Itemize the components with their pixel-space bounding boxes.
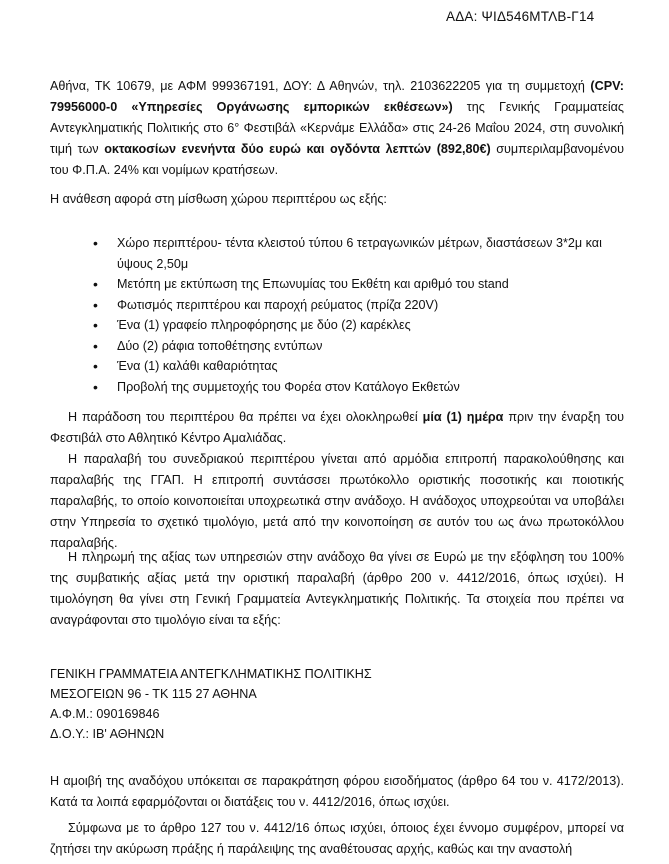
list-item: • Προβολή της συμμετοχής του Φορέα στον Κατάλογο Εκθετών [93,377,623,398]
address-doy: Δ.Ο.Υ.: ΙΒ' ΑΘΗΝΩΝ [50,727,165,741]
appeal-paragraph: Σύμφωνα με το άρθρο 127 του ν. 4412/16 όπως ισχύει, όποιος έχει έννομο συμφέρον, μπορεί να ζητήσει την ακύρωση πράξης ή παράλειψης της αναθέτουσας αρχής, καθώς και την αναστολή [50,821,624,856]
list-item: • Δύο (2) ράφια τοποθέτησης εντύπων [93,336,623,357]
intro-text-1: Αθήνα, ΤΚ 10679, με ΑΦΜ 999367191, ΔΟΥ: Δ Αθηνών, τηλ. 2103622205 για τη συμμετοχή [50,79,591,93]
service-list [93,233,623,397]
address-street: ΜΕΣΟΓΕΙΩΝ 96 - ΤΚ 115 27 ΑΘΗΝΑ [50,687,257,701]
list-item: • Ένα (1) καλάθι καθαριότητας [93,356,623,377]
delivery-text-1: Η παράδοση του περιπτέρου θα πρέπει να έχει ολοκληρωθεί [68,410,423,424]
tax-paragraph: Η αμοιβή της αναδόχου υπόκειται σε παρακράτηση φόρου εισοδήματος (άρθρο 64 του ν. 4172/2013). Κατά τα λοιπά εφαρμόζονται οι διατάξεις του ν. 4412/2016, όπως ισχύει. [50,773,624,809]
intro-cpv: (CPV: 79956000-0 «Υπηρεσίες Οργάνωσης εμπορικών εκθέσεων») [50,79,624,114]
delivery-text-2: πριν την έναρξη του Φεστιβάλ στο Αθλητικό Κέντρο Αμαλιάδας. [50,410,625,445]
delivery-paragraph [50,407,624,449]
list-item: • Φωτισμός περιπτέρου και παροχή ρεύματος (πρίζα 220V) [93,295,623,316]
address-afm: Α.Φ.Μ.: 090169846 [50,707,160,721]
intro-text-2: της Γενικής Γραμματείας Αντεγκληματικής Πολιτικής στο 6° Φεστιβάλ «Κερνάμε Ελλάδα» στις 24-26 Μαΐου 2024, στη συνολική τιμή των [50,100,624,156]
list-item: • Ένα (1) γραφείο πληροφόρησης με δύο (2) καρέκλες [93,315,623,336]
list-item: • Μετόπη με εκτύπωση της Επωνυμίας του Εκθέτη και αριθμό του stand [93,274,623,295]
intro-paragraph [50,76,624,181]
intro-text-3: συμπεριλαμβανομένου του Φ.Π.Α. 24% και νομίμων κρατήσεων. [50,142,624,177]
acceptance-paragraph: Η παραλαβή του συνεδριακού περιπτέρου γίνεται από αρμόδια επιτροπή παρακολούθησης και παραλαβής της ΓΓΑΠ. Η επιτροπή συντάσσει πρωτόκολλο οριστικής ποσοτικής και ποιοτικής παραλαβής, το οποίο κοινοποιείται υποχρεωτικά στην ανάδοχο. Η ανάδοχος υποχρεούται να υποβάλει στην Υπηρεσία το σχετικό τιμολόγιο, μετά από την κοινοποίηση σε αυτόν του ως άνω πρωτοκόλλου παραλαβής. [50,452,624,550]
lead-sentence: Η ανάθεση αφορά στη μίσθωση χώρου περιπτέρου ως εξής: [50,192,387,206]
payment-paragraph: Η πληρωμή της αξίας των υπηρεσιών στην ανάδοχο θα γίνει σε Ευρώ με την εξόφληση του 100% της συμβατικής αξίας μετά την οριστική παραλαβή (άρθρο 200 ν. 4412/2016, όπως ισχύει). Η τιμολόγηση θα γίνει στη Γενική Γραμματεία Αντεγκληματικής Πολιτικής. Τα στοιχεία που πρέπει να αναγράφονται στο τιμολόγιο είναι τα εξής: [50,550,624,627]
list-item: • Χώρο περιπτέρου- τέντα κλειστού τύπου 6 τετραγωνικών μέτρων, διαστάσεων 3*2μ και ύψους 2,50μ [93,233,623,274]
invoice-address [50,664,372,744]
address-name: ΓΕΝΙΚΗ ΓΡΑΜΜΑΤΕΙΑ ΑΝΤΕΓΚΛΗΜΑΤΙΚΗΣ ΠΟΛΙΤΙΚΗΣ [50,667,372,681]
delivery-deadline: μία (1) ημέρα [422,410,504,424]
intro-amount: οκτακοσίων ενενήντα δύο ευρώ και ογδόντα λεπτών (892,80€) [104,142,491,156]
ada-code: ΑΔΑ: ΨΙΔ546ΜΤΛΒ-Γ14 [446,9,595,24]
